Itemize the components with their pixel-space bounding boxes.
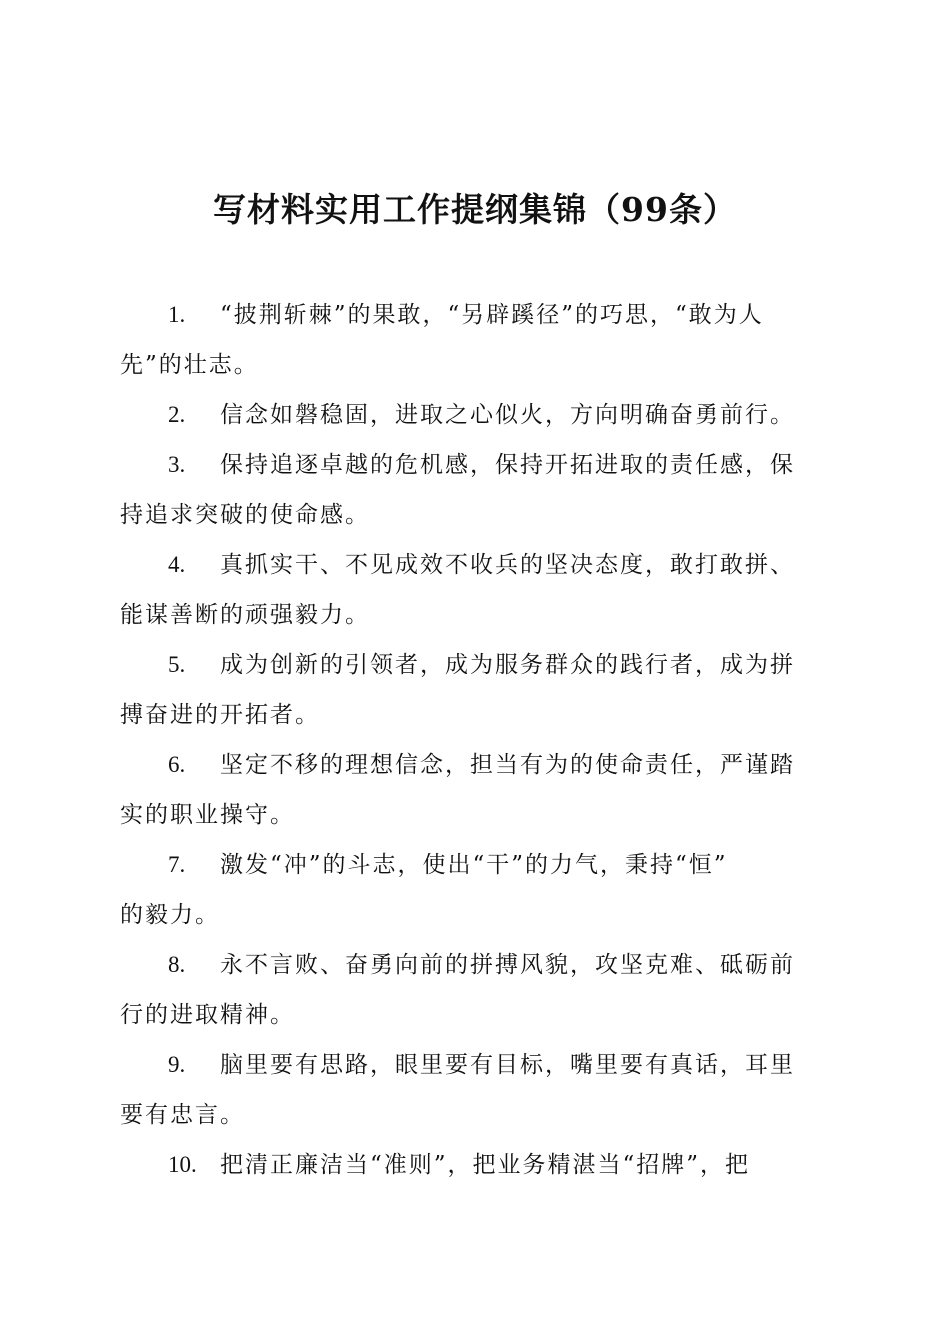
item-text: 激发“冲”的斗志，使出“干”的力气，秉持“恒” [220,852,728,878]
item-list [120,290,825,1190]
list-item [120,640,825,740]
item-text-continued: 搏奋进的开拓者。 [120,702,320,728]
item-number: 5. [168,652,186,677]
item-text-continued: 能谋善断的顽强毅力。 [120,602,370,628]
list-item [120,540,825,640]
list-item [120,390,825,440]
item-number: 8. [168,952,186,977]
item-number: 2. [168,402,186,427]
item-text-continued: 要有忠言。 [120,1102,245,1128]
item-text-continued: 先”的壮志。 [120,352,259,378]
item-number: 7. [168,852,186,877]
item-number: 6. [168,752,186,777]
item-text: 成为创新的引领者，成为服务群众的践行者，成为拼 [220,652,795,678]
item-text-continued: 行的进取精神。 [120,1002,295,1028]
item-text-continued: 持追求突破的使命感。 [120,502,370,528]
item-number: 9. [168,1052,186,1077]
list-item [120,1040,825,1140]
list-item [120,740,825,840]
item-text: 把清正廉洁当“准则”，把业务精湛当“招牌”，把 [220,1152,751,1178]
item-text: 脑里要有思路，眼里要有目标，嘴里要有真话，耳里 [220,1052,795,1078]
item-number: 1. [168,302,186,327]
list-item [120,290,825,390]
item-text: 永不言败、奋勇向前的拼搏风貌，攻坚克难、砥砺前 [220,952,795,978]
item-number: 4. [168,552,186,577]
item-text-continued: 的毅力。 [120,902,220,928]
list-item [120,840,825,940]
item-number: 10. [168,1152,197,1177]
item-text: 信念如磐稳固，进取之心似火，方向明确奋勇前行。 [220,402,795,428]
item-text: “披荆斩棘”的果敢，“另辟蹊径”的巧思，“敢为人 [220,302,764,328]
page-title: 写材料实用工作提纲集锦（99条） [213,190,737,229]
item-text: 坚定不移的理想信念，担当有为的使命责任，严谨踏 [220,752,795,778]
item-text-continued: 实的职业操守。 [120,802,295,828]
list-item [120,940,825,1040]
list-item [120,440,825,540]
list-item [120,1140,825,1190]
item-text: 真抓实干、不见成效不收兵的坚决态度，敢打敢拼、 [220,552,795,578]
item-text: 保持追逐卓越的危机感，保持开拓进取的责任感，保 [220,452,795,478]
item-number: 3. [168,452,186,477]
